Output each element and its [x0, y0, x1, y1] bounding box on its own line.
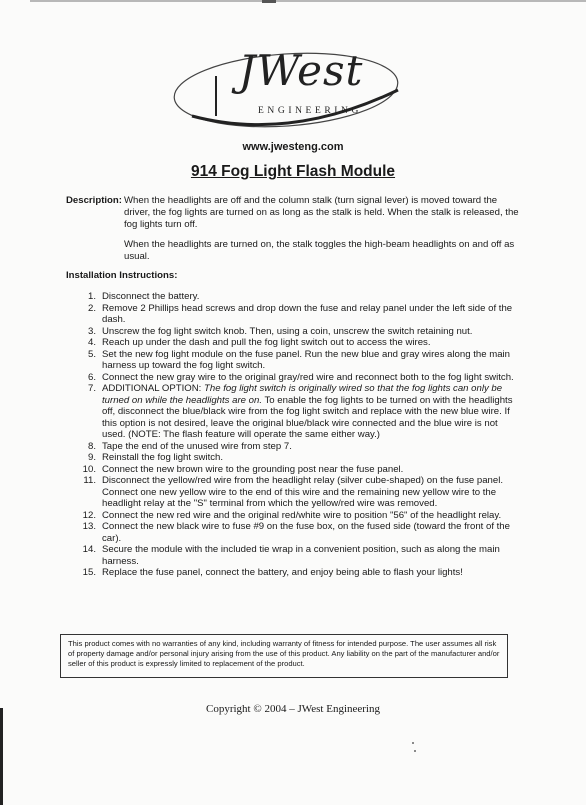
step-body: Disconnect the yellow/red wire from the headlight relay (silver cube-shaped) on the fuse panel. Connect one new yellow wire to the end of this wire and the remaining new yellow wire to the headlight relay at the "S" terminal from which the yellow/red wire was removed.: [102, 475, 504, 509]
step-number: 5.: [87, 348, 96, 360]
install-step: [80, 544, 520, 567]
description-paragraph-2: When the headlights are turned on, the stalk toggles the high-beam headlights on and off as usual.: [124, 239, 515, 262]
description-label: Description:: [66, 195, 122, 206]
step-number: 8.: [87, 440, 96, 452]
install-step: [80, 349, 520, 372]
step-text: [102, 337, 431, 348]
install-step: [80, 303, 520, 326]
step-italic-note: The fog light switch is originally wired so that the fog lights can only be turned on while the headlights are on.: [102, 383, 503, 406]
step-text: [102, 464, 403, 475]
step-number: 11.: [83, 475, 96, 486]
step-body: Unscrew the fog light switch knob. Then, using a coin, unscrew the switch retaining nut.: [102, 325, 473, 337]
step-number: 12.: [82, 509, 96, 521]
step-number: 9.: [87, 452, 96, 463]
install-step: [80, 291, 520, 303]
logo-wordmark: JWest: [238, 46, 364, 95]
step-number: 6.: [87, 371, 96, 383]
step-text: [102, 303, 512, 326]
step-number: 2.: [87, 302, 96, 314]
scan-speck: [414, 750, 416, 752]
step-text: [102, 326, 472, 337]
step-lead: ADDITIONAL OPTION:: [102, 383, 204, 394]
page-title: 914 Fog Light Flash Module: [190, 163, 396, 180]
step-body: Reach up under the dash and pull the fog light switch out to access the wires.: [102, 337, 431, 348]
step-number: 4.: [87, 337, 96, 348]
install-step: [80, 464, 520, 476]
install-step: [80, 441, 520, 453]
copyright: Copyright © 2004 – JWest Engineering: [206, 703, 380, 715]
step-text: [102, 475, 503, 509]
install-step: [80, 521, 520, 544]
step-number: 15.: [82, 567, 96, 578]
install-step: [80, 475, 520, 510]
step-number: 14.: [82, 544, 96, 555]
step-text: [102, 372, 514, 383]
step-body: Connect the new brown wire to the grounding post near the fuse panel.: [102, 463, 404, 475]
step-body: Connect the new black wire to fuse #9 on the fuse box, on the fused side (toward the front of the car).: [102, 521, 510, 544]
step-text: [102, 291, 199, 302]
scan-edge: [0, 708, 3, 805]
step-text: [102, 441, 292, 452]
step-number: 1.: [87, 291, 96, 302]
step-text: [102, 383, 513, 440]
installation-label: Installation Instructions:: [66, 270, 178, 281]
install-step: [80, 452, 520, 464]
step-body: Tape the end of the unused wire from step 7.: [102, 440, 292, 452]
step-body: Connect the new red wire and the original red/white wire to position "56" of the headlight relay.: [102, 509, 502, 521]
step-body: Reinstall the fog light switch.: [102, 452, 224, 463]
step-number: 7.: [87, 383, 96, 394]
install-step: [80, 383, 520, 441]
step-body: Secure the module with the included tie wrap in a convenient position, such as along the main harness.: [102, 544, 500, 567]
step-text: [102, 452, 223, 463]
step-body: Connect the new gray wire to the original gray/red wire and reconnect both to the fog light switch.: [102, 371, 514, 383]
step-text: [102, 544, 500, 567]
website-url: www.jwesteng.com: [242, 141, 344, 153]
description-text-1: When the headlights are off and the column stalk (turn signal lever) is moved toward the driver, the fog lights are turned on as long as the stalk is held. When the stalk is released, the fog lights turn off.: [124, 195, 519, 230]
step-body: Replace the fuse panel, connect the battery, and enjoy being able to flash your lights!: [102, 567, 463, 578]
step-body: Disconnect the battery.: [102, 291, 200, 302]
step-text: [102, 349, 510, 372]
install-step: [80, 326, 520, 338]
step-text: [102, 567, 463, 578]
install-step: [80, 372, 520, 384]
step-body: Set the new fog light module on the fuse panel. Run the new blue and gray wires along the main harness up toward the fog light switch.: [102, 348, 510, 371]
step-body: Remove 2 Phillips head screws and drop down the fuse and relay panel under the left side of the dash.: [102, 302, 513, 325]
install-step: [80, 510, 520, 522]
disclaimer-box: This product comes with no warranties of any kind, including warranty of fitness for intended purpose. The user assumes all risk of property damage and/or personal injury arising from the use of this product. Any liability on the part of the manufacturer and/or seller of this product is expressly limited to replacement of the product.: [60, 634, 508, 678]
logo-tagline: ENGINEERING: [258, 106, 362, 116]
top-tick: [262, 0, 276, 3]
step-number: 3.: [87, 325, 96, 337]
install-step: [80, 337, 520, 349]
step-number: 10.: [82, 463, 96, 475]
scan-speck: [412, 742, 414, 744]
step-text: [102, 510, 501, 521]
top-rule: [30, 0, 586, 2]
step-text: [102, 521, 510, 544]
install-step: [80, 567, 520, 579]
description-paragraph-1: [66, 195, 521, 231]
step-body: To enable the fog lights to be turned on with the headlights off, disconnect the blue/black wire from the fog light switch and replace with the new blue wire. If this option is not desired, leave the original blue/black wire connected and the blue wire is not used. (NOTE: The flash feature will operate the same either way.): [102, 394, 513, 440]
jwest-logo: [170, 46, 402, 132]
step-number: 13.: [82, 521, 96, 532]
installation-steps: [80, 291, 520, 579]
